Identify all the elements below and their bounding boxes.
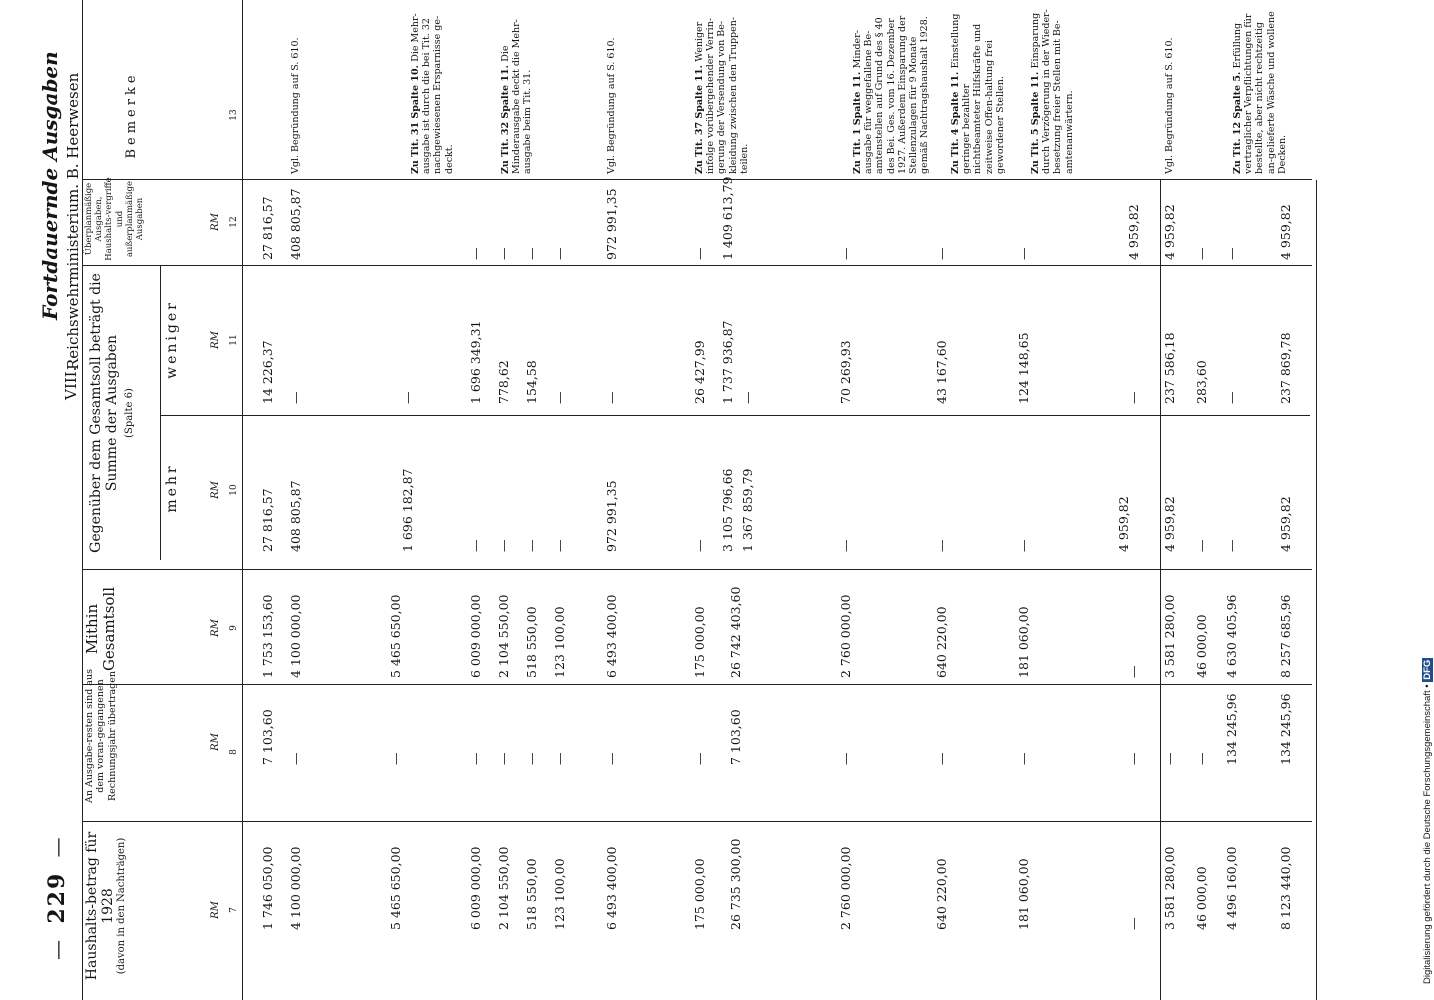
table-cell: — — [524, 539, 539, 552]
table-cell: 972 991,35 — [604, 188, 619, 260]
remark-note — [606, 8, 617, 174]
unit-label: RM — [210, 213, 221, 231]
table-cell: 7 103,60 — [260, 709, 275, 765]
remark-note — [1030, 8, 1075, 174]
table-cell: 408 805,87 — [288, 480, 303, 552]
unit-label: RM — [210, 733, 221, 751]
table-cell: 4 496 160,00 — [1224, 846, 1239, 930]
table-cell: 123 100,00 — [552, 606, 567, 678]
table-cell: 3 105 796,66 — [720, 468, 735, 552]
table-cell: — — [468, 539, 483, 552]
table-cell: 5 465 650,00 — [388, 846, 403, 930]
table-cell: — — [552, 539, 567, 552]
remark-note — [694, 8, 750, 174]
remark-text: Vgl. Begründung auf S. 610. — [606, 37, 617, 174]
table-cell: 972 991,35 — [604, 480, 619, 552]
ministry-title: Reichswehrministerium. B. Heerwesen — [64, 72, 82, 370]
unit-label: RM — [210, 331, 221, 349]
remark-note — [852, 8, 930, 174]
table-cell: 778,62 — [496, 360, 511, 404]
unit-label: RM — [210, 481, 221, 499]
table-cell: 4 959,82 — [1126, 204, 1141, 260]
table-cell: 3 581 280,00 — [1162, 846, 1177, 930]
remark-text: Einsparung durch Verzögerung in der Wieder-besetzung freier Stellen mit Be-amtenanwärtern. — [1030, 9, 1075, 174]
col11-header: weniger — [164, 300, 180, 379]
table-cell: — — [552, 391, 567, 404]
table-cell: 4 959,82 — [1162, 496, 1177, 552]
table-cell: 26 427,99 — [692, 340, 707, 404]
table-cell: — — [604, 752, 619, 765]
col-rule — [160, 415, 1310, 416]
table-cell: — — [1194, 752, 1209, 765]
table-cell: 1 696 349,31 — [468, 320, 483, 404]
table-cell: 283,60 — [1194, 360, 1209, 404]
table-cell: — — [552, 247, 567, 260]
table-cell: 4 100 000,00 — [288, 594, 303, 678]
table-cell: 1 737 936,87 — [720, 320, 735, 404]
table-cell: 27 816,57 — [260, 196, 275, 260]
table-cell: 4 959,82 — [1116, 496, 1131, 552]
remark-text: Einstellung geringer bezahlter nichtbeamteter Hilfskräfte und zeitweise Offen-haltung frei gewordener Stellen. — [950, 13, 1006, 174]
dfg-logo: DFG — [1422, 659, 1433, 680]
table-cell: 8 257 685,96 — [1278, 594, 1293, 678]
table-cell: 4 959,82 — [1162, 204, 1177, 260]
table-cell: — — [1016, 539, 1031, 552]
table-cell: 14 226,37 — [260, 340, 275, 404]
table-cell: 237 869,78 — [1278, 332, 1293, 404]
table-cell: 27 816,57 — [260, 488, 275, 552]
table-cell: 46 000,00 — [1194, 614, 1209, 678]
remark-text: Weniger infolge vorübergehender Verrin-gerung der Versendung von Be-kleidung zwischen den Truppen-teilen. — [694, 16, 750, 174]
table-cell: — — [838, 752, 853, 765]
table-cell: — — [740, 391, 755, 404]
table-cell: — — [692, 539, 707, 552]
table-cell: — — [934, 247, 949, 260]
table-cell: — — [524, 752, 539, 765]
table-cell: 134 245,96 — [1224, 693, 1239, 765]
table-cell: — — [524, 247, 539, 260]
table-cell: — — [1016, 247, 1031, 260]
table-cell: — — [692, 752, 707, 765]
chapter-number: VIII. — [62, 366, 80, 400]
table-cell: — — [1126, 391, 1141, 404]
table-cell: 2 760 000,00 — [838, 594, 853, 678]
table-cell: — — [1224, 539, 1239, 552]
table-cell: — — [838, 539, 853, 552]
table-cell: 43 167,60 — [934, 340, 949, 404]
column-number: 11 — [229, 334, 239, 346]
page-header: — 229 — — [44, 835, 70, 960]
table-cell: — — [468, 247, 483, 260]
table-cell: 124 148,65 — [1016, 332, 1031, 404]
table-cell: — — [496, 752, 511, 765]
table-cell: 4 100 000,00 — [288, 846, 303, 930]
table-cell: 8 123 440,00 — [1278, 846, 1293, 930]
col10-11-header: Gegenüber dem Gesamtsoll beträgt die Summe der Ausgaben (Spalte 6) — [88, 273, 136, 553]
remark-text: Die Minderausgabe deckt die Mehr-ausgabe beim Tit. 31. — [500, 19, 534, 174]
table-cell: 4 959,82 — [1278, 204, 1293, 260]
table-cell: 70 269,93 — [838, 340, 853, 404]
table-cell: 640 220,00 — [934, 606, 949, 678]
remark-lead: Zu Tit. 32 Spalte 11. — [500, 61, 511, 174]
table-cell: 4 630 405,96 — [1224, 594, 1239, 678]
remark-note — [410, 8, 455, 174]
table-cell: — — [692, 247, 707, 260]
remark-text: Vgl. Begründung auf S. 610. — [1164, 37, 1175, 174]
remark-lead: Zu Tit. 37 Spalte 11. — [694, 61, 705, 174]
page-title: Fortdauernde Ausgaben — [38, 51, 62, 320]
remark-note — [1232, 8, 1288, 174]
remark-text: Vgl. Begründung auf S. 610. — [290, 37, 301, 174]
col13-header: Bemerke — [124, 71, 139, 159]
table-cell: — — [604, 391, 619, 404]
col-rule — [82, 684, 1312, 685]
col7-header: Haushalts-betrag für 1928 (davon in den Nachträgen) — [84, 831, 128, 981]
table-cell: 134 245,96 — [1278, 693, 1293, 765]
table-top-rule — [82, 0, 83, 1000]
table-cell: 181 060,00 — [1016, 858, 1031, 930]
digitization-notice: Digitalisierung gefördert durch die Deutsche Forschungsgemeinschaft • DFG — [1422, 659, 1433, 984]
table-cell: 6 493 400,00 — [604, 594, 619, 678]
col-rule — [82, 821, 1312, 822]
column-number: 9 — [229, 625, 239, 631]
table-cell: — — [1194, 539, 1209, 552]
table-cell: 26 735 300,00 — [728, 838, 743, 930]
remark-lead: Zu Tit. 31 Spalte 10. — [410, 61, 421, 174]
remark-note — [950, 8, 1006, 174]
table-cell: 7 103,60 — [728, 709, 743, 765]
page-number: 229 — [44, 871, 70, 924]
table-cell: 2 760 000,00 — [838, 846, 853, 930]
col10-header: mehr — [164, 463, 180, 513]
table-cell: — — [496, 247, 511, 260]
subheader-rule — [160, 266, 161, 560]
remark-text: Erfüllung vertraglicher Verpflichtungen für bestellte, aber nicht rechtzeitig an-gelieferte Wäsche und wollene Decken. — [1232, 11, 1288, 174]
col-rule — [82, 179, 1312, 180]
header-bottom-rule — [242, 0, 243, 1000]
table-cell: 1 746 050,00 — [260, 846, 275, 930]
table-cell: — — [1162, 752, 1177, 765]
table-cell: 123 100,00 — [552, 858, 567, 930]
remark-text: Die Mehr-ausgabe ist durch die bei Tit. 32 nachgewiesenen Ersparnisse ge-deckt. — [410, 13, 455, 174]
table-cell: 518 550,00 — [524, 858, 539, 930]
table-cell: 5 465 650,00 — [388, 594, 403, 678]
col8-header: An Ausgabe-resten sind aus dem voran-gegangenen Rechnungsjahr übertragen — [84, 669, 118, 803]
table-cell: — — [1224, 391, 1239, 404]
table-cell: — — [1016, 752, 1031, 765]
table-cell: — — [400, 391, 415, 404]
table-cell: 640 220,00 — [934, 858, 949, 930]
table-cell: — — [468, 752, 483, 765]
table-cell: — — [288, 752, 303, 765]
table-cell: 181 060,00 — [1016, 606, 1031, 678]
table-cell: 408 805,87 — [288, 188, 303, 260]
table-cell: — — [934, 539, 949, 552]
table-cell: — — [1194, 247, 1209, 260]
table-cell: — — [1126, 917, 1141, 930]
col12-header: Überplanmäßige Ausgaben, Haushalts-vergriffe und außerplanmäßige Ausgaben — [84, 177, 145, 261]
table-cell: — — [388, 752, 403, 765]
table-cell: 518 550,00 — [524, 606, 539, 678]
remark-text: Minder-ausgabe für weggefallene Be-amtenstellen auf Grund des § 40 des Bei. Ges. vom 16. Dezember 1927. Außerdem Einsparung der Stellenzulagen für 9 Monate gemäß Nachtragshaushalt 1928. — [852, 15, 931, 174]
table-cell: — — [934, 752, 949, 765]
column-number: 13 — [229, 109, 239, 121]
table-cell: 1 409 613,79 — [720, 176, 735, 260]
table-cell: 175 000,00 — [692, 858, 707, 930]
table-cell: 237 586,18 — [1162, 332, 1177, 404]
table-cell: 1 753 153,60 — [260, 594, 275, 678]
table-cell: 26 742 403,60 — [728, 586, 743, 678]
digitization-text: Digitalisierung gefördert durch die Deutsche Forschungsgemeinschaft — [1422, 690, 1433, 984]
remark-lead: Zu Tit. 5 Spalte 11. — [1030, 68, 1041, 174]
remark-note — [500, 8, 534, 174]
table-cell: 2 104 550,00 — [496, 594, 511, 678]
table-cell: 154,58 — [524, 360, 539, 404]
col-rule — [82, 569, 1312, 570]
table-cell: 46 000,00 — [1194, 866, 1209, 930]
table-cell: — — [552, 752, 567, 765]
table-cell: — — [1224, 247, 1239, 260]
column-number: 7 — [229, 907, 239, 913]
remark-note — [290, 8, 301, 174]
table-cell: 1 367 859,79 — [740, 468, 755, 552]
table-cell: 1 696 182,87 — [400, 468, 415, 552]
table-cell: 4 959,82 — [1278, 496, 1293, 552]
column-number: 8 — [229, 749, 239, 755]
table-cell: 175 000,00 — [692, 606, 707, 678]
table-cell: 2 104 550,00 — [496, 846, 511, 930]
table-cell: — — [1126, 665, 1141, 678]
table-cell: 3 581 280,00 — [1162, 594, 1177, 678]
table-cell: 6 009 000,00 — [468, 846, 483, 930]
unit-label: RM — [210, 619, 221, 637]
remark-note — [1164, 8, 1175, 174]
table-cell: 6 009 000,00 — [468, 594, 483, 678]
total-rule-2 — [1316, 180, 1317, 1000]
table-cell: 6 493 400,00 — [604, 846, 619, 930]
table-cell: — — [496, 539, 511, 552]
unit-label: RM — [210, 901, 221, 919]
remark-lead: Zu Tit. 1 Spalte 11. — [852, 68, 863, 174]
total-rule — [1160, 180, 1161, 1000]
col9-header: Mithin Gesamtsoll — [83, 586, 119, 672]
column-number: 12 — [229, 216, 239, 228]
col-rule — [82, 265, 1312, 266]
table-cell: — — [288, 391, 303, 404]
remark-lead: Zu Tit. 12 Spalte 5. — [1232, 68, 1243, 174]
column-number: 10 — [229, 484, 239, 496]
table-cell: — — [838, 247, 853, 260]
remark-lead: Zu Tit. 4 Spalte 11. — [950, 68, 961, 174]
table-cell: — — [1126, 752, 1141, 765]
